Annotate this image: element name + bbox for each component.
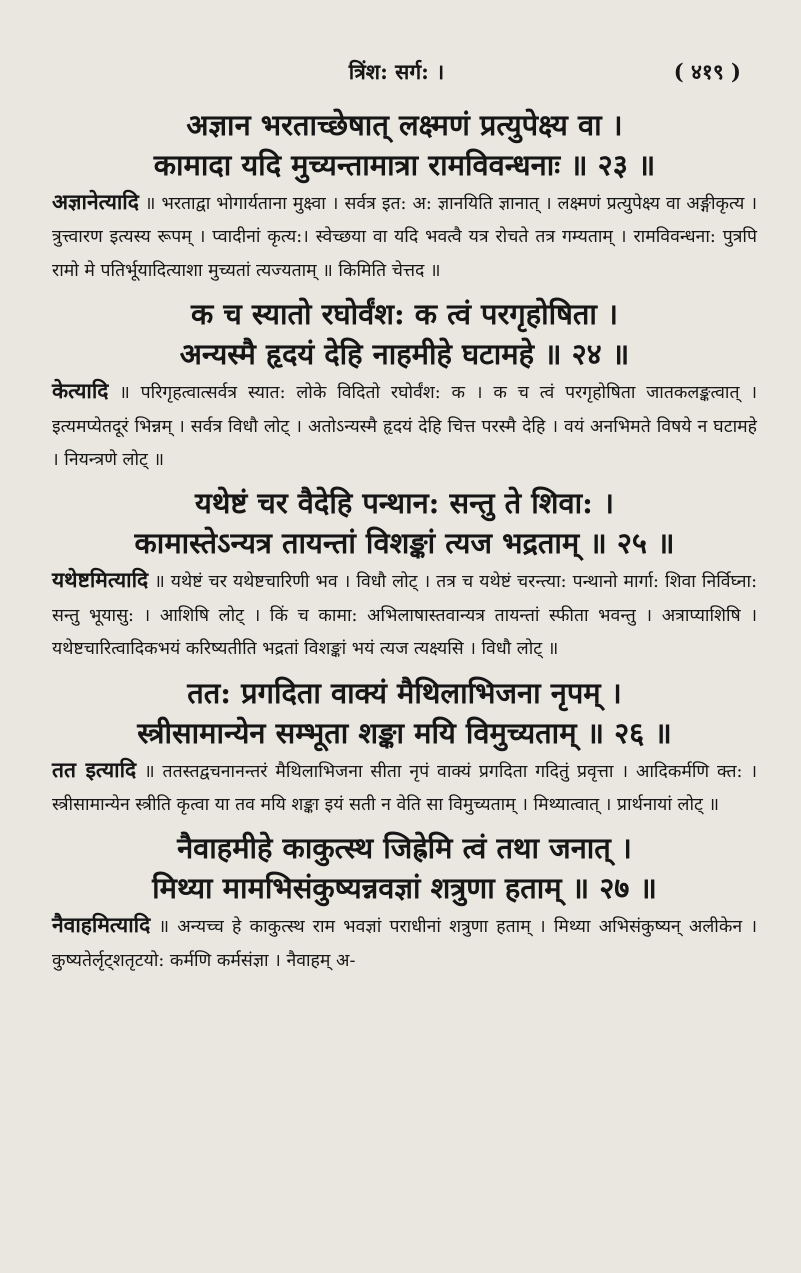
commentary-label: यथेष्टमित्यादि	[52, 567, 149, 593]
verse-line: स्त्रीसामान्येन सम्भूता शङ्का मयि विमुच्यताम् ॥ २६ ॥	[137, 715, 672, 750]
page-content	[52, 105, 757, 984]
commentary-text: ॥ अन्यच्च हे काकुत्स्थ राम भवज्ञां पराधीनां शत्रुणा हताम् । मिथ्या अभिसंकुष्यन् अलीकेन । कुष्यतेर्लृट्शतृटयो: कर्मणि कर्मसंज्ञा । नैवाहम् अ-	[52, 917, 757, 971]
commentary	[52, 908, 757, 978]
verse-line: अज्ञान भरताच्छेषात् लक्ष्मणं प्रत्युपेक्ष्य वा ।	[186, 108, 623, 142]
commentary-label: तत इत्यादि	[52, 756, 137, 782]
verse-line: मिथ्या मामभिसंकुष्यन्नवज्ञां शत्रुणा हताम् ॥ २७ ॥	[152, 871, 657, 906]
commentary	[52, 753, 757, 823]
commentary	[52, 185, 757, 288]
verse-block	[52, 105, 757, 288]
commentary-label: नैवाहमित्यादि	[52, 912, 151, 938]
commentary	[52, 563, 757, 666]
verse-block	[52, 483, 757, 666]
verse-line: कामादा यदि मुच्यन्तामात्रा रामविवन्धनाः ॥ २३ ॥	[153, 148, 656, 182]
commentary-text: ॥ ततस्तद्वचनानन्तरं मैथिलाभिजना सीता नृपं वाक्यं प्रगदिता गदितुं प्रवृत्ता । आदिकर्मणि क्त: । स्त्रीसामान्येन स्त्रीति कृत्वा या तव मयि शङ्का इयं सती न वेति सा विमुच्यताम् । मिथ्यात्वात् । प्रार्थनायां लोट् ॥	[52, 761, 758, 816]
running-header	[52, 58, 741, 88]
commentary	[52, 374, 757, 477]
verse-line: क च स्यातो रघोर्वंश: क त्वं परगृहोषिता ।	[190, 297, 619, 332]
verse-block	[52, 828, 757, 978]
page-number: ( ४१९ )	[673, 59, 741, 84]
commentary-label: अज्ञानेत्यादि	[52, 189, 139, 214]
commentary-text: ॥ परिगृहत्वात्सर्वत्र स्यात: लोके विदितो रघोर्वंश: क । क च त्वं परगृहोषिता जातकलङ्कत्वात् । इत्यमप्येतदूरं भिन्नम् । सर्वत्र विधौ लोट् । अतोऽन्यस्मै हृदयं देहि चित्त परस्मै देहि । वयं अनभिमते विषये न घटामहे । नियन्त्रणे लोट् ॥	[52, 383, 758, 471]
chapter-title: त्रिंश: सर्ग: ।	[348, 59, 445, 84]
verse-block	[52, 294, 757, 477]
verse-line: अन्यस्मै हृदयं देहि नाहमीहे घटामहे ॥ २४ ॥	[179, 337, 630, 372]
verse-line: यथेष्टं चर वैदेहि पन्थान: सन्तु ते शिवा: ।	[195, 486, 614, 521]
verse-line: नैवाहमीहे काकुत्स्थ जिह्रेमि त्वं तथा जनात् ।	[177, 831, 632, 866]
verse-line: तत: प्रगदिता वाक्यं मैथिलाभिजना नृपम् ।	[187, 675, 622, 710]
commentary-text: ॥ यथेष्टं चर यथेष्टचारिणी भव । विधौ लोट् । तत्र च यथेष्टं चरन्त्या: पन्थानो मार्गा: शिवा निर्विघ्ना: सन्तु भूयासु: । आशिषि लोट् । किं च कामा: अभिलाषास्तवान्यत्र तायन्तां स्फीता भवन्तु । अत्राप्याशिषि । यथेष्टचारित्वादिकभयं करिष्यतीति भद्रतां विशङ्कां भयं त्यज त्यक्ष्यसि । विधौ लोट् ॥	[52, 572, 757, 660]
verse-line: कामास्तेऽन्यत्र तायन्तां विशङ्कां त्यज भद्रताम् ॥ २५ ॥	[134, 526, 675, 561]
commentary-label: केत्यादि	[52, 378, 109, 404]
commentary-text: ॥ भरताद्वा भोगार्यताना मुक्ष्वा । सर्वत्र इत: अ: ज्ञानयिति ज्ञानात् । लक्ष्मणं प्रत्युपेक्ष्य वा अङ्गीकृत्य । त्रुत्त्वारण इत्यस्य रूपम् । प्वादीनां कृत्य:। स्वेच्छया वा यदि भवत्वै यत्र रोचते तत्र गम्यताम् । रामविवन्धना: पुत्रपि रामो मे पतिर्भूयादित्याशा मुच्यतां त्यज्यताम् ॥ किमिति चेत्तद ॥	[52, 194, 758, 281]
verse-block	[52, 673, 757, 823]
